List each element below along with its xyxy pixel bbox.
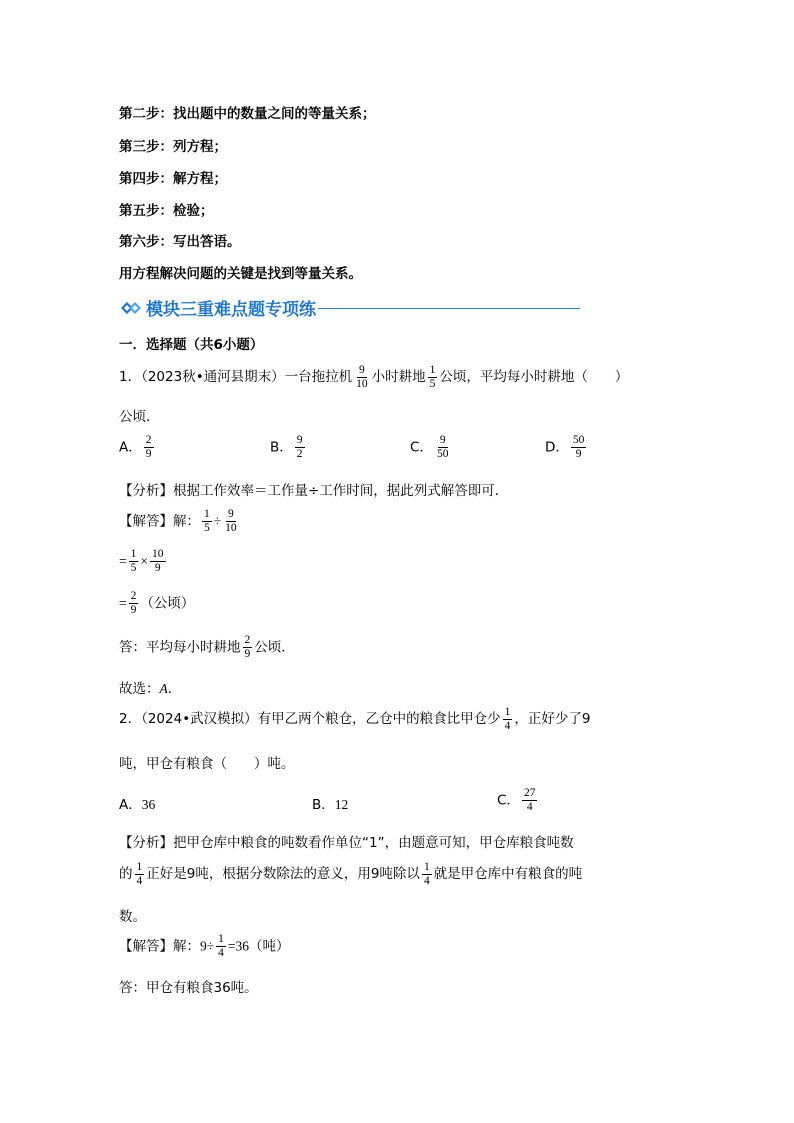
q1-answer: 答：平均每小时耕地 $\frac{2}{9}$ 公顷． (119, 634, 295, 660)
q2-analysis-line3: 数。 (119, 909, 146, 925)
double-chevron-icon (120, 301, 142, 315)
step-2: 第二步：找出题中的数量之间的等量关系； (119, 106, 376, 122)
q2-stem-end: 吨，甲仓有粮食（ ）吨。 (119, 756, 295, 772)
q1-stem-end: 公顷． (119, 409, 160, 425)
q1-number: 1． (119, 369, 142, 385)
q1-source: （2023秋•通河县期末） (141, 369, 285, 385)
q2-answer: 答：甲仓有粮食36吨。 (119, 980, 258, 996)
q2-analysis-line2: 的 $\frac{1}{4}$ 正好是9吨，根据分数除法的意义，用9吨除以 $\frac{1}{4}$ 就是甲仓库中有粮食的吨 (119, 860, 583, 887)
module-title: 模块三重难点题专项练 (146, 300, 316, 320)
section-title: 一．选择题（共6小题） (119, 337, 264, 353)
step-5: 第五步：检验； (119, 203, 214, 219)
q2-analysis-line1: 【分析】把甲仓库中粮食的吨数看作单位“1”，由题意可知，甲仓库粮食吨数 (119, 835, 574, 851)
q1-fraction-hours: $\frac{9}{10}$ (356, 363, 368, 390)
q1-solution-step2: = $\frac{1}{5}$ × $\frac{10}{9}$ (119, 548, 164, 574)
q1-text: 公顷，平均每小时耕地（ ） (439, 369, 629, 385)
q1-fraction-area: $\frac{1}{5}$ (429, 363, 436, 390)
q1-solution-step3: = $\frac{2}{9}$ （公顷） (119, 590, 195, 616)
q2-solution: 【解答】解：9÷ $\frac{1}{4}$ =36（吨） (119, 933, 290, 959)
q1-analysis: 【分析】根据工作效率＝工作量÷工作时间，据此列式解答即可． (119, 483, 509, 499)
q1-text: 小时耕地 (371, 369, 426, 385)
q2-stem: 2．（2024•武汉模拟）有甲乙两个粮仓，乙仓中的粮食比甲仓少 $\frac{1}{4}$ ，正好少了9 (119, 705, 591, 732)
step-4: 第四步：解方程； (119, 171, 227, 187)
step-3: 第三步：列方程； (119, 139, 227, 155)
q1-option-c: C． $\frac{9}{50}$ (410, 434, 449, 460)
heading-rule (318, 308, 580, 309)
q2-option-b: B．12 (312, 797, 349, 813)
key-point: 用方程解决问题的关键是找到等量关系。 (119, 266, 362, 282)
q2-option-a: A．36 (119, 797, 156, 813)
step-6: 第六步：写出答语。 (119, 234, 241, 250)
q1-option-b: B． $\frac{9}{2}$ (270, 434, 303, 460)
q2-option-c: C． $\frac{27}{4}$ (497, 787, 536, 813)
q1-text: 一台拖拉机 (284, 369, 353, 385)
q1-stem (119, 362, 628, 392)
q1-solution-step1: 【解答】解： $\frac{1}{5}$ ÷ $\frac{9}{10}$ (119, 508, 237, 534)
q1-choice: 故选：A． (119, 681, 182, 697)
module-heading (120, 295, 580, 320)
q1-option-d: D． $\frac{50}{9}$ (545, 434, 585, 460)
q1-option-a: A． $\frac{2}{9}$ (119, 434, 152, 460)
